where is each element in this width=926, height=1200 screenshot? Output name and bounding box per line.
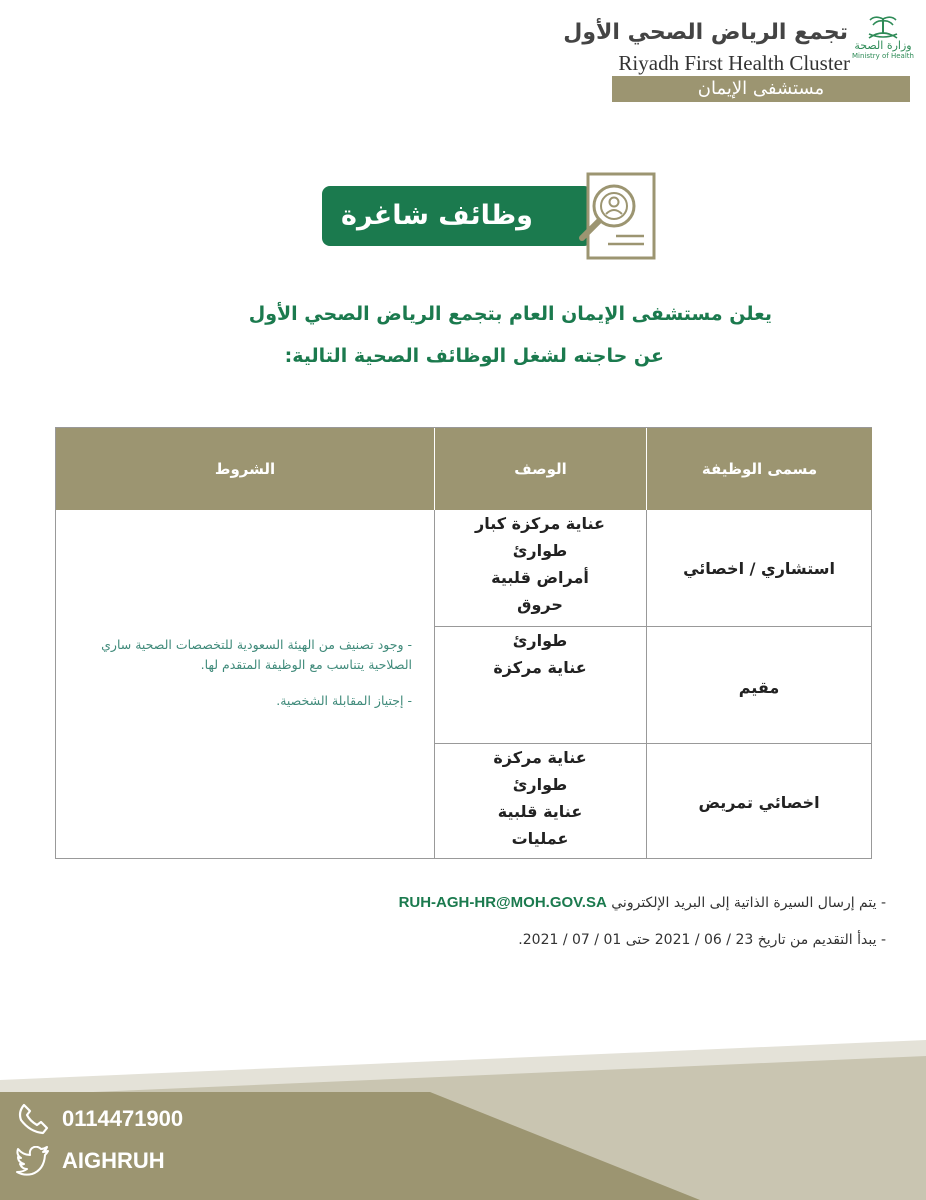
email-note [399, 894, 886, 911]
cluster-name-ar: تجمع الرياض الصحي الأول [563, 20, 848, 45]
hospital-name: مستشفى الإيمان [612, 76, 910, 102]
job-title: اخصائي تمريض [698, 792, 820, 812]
intro-line-2: عن حاجته لشغل الوظائف الصحية التالية: [284, 345, 664, 367]
header-logo [563, 14, 918, 102]
desc-item: عمليات [511, 829, 569, 848]
job-title: مقيم [738, 677, 780, 697]
job-description [434, 627, 646, 743]
ministry-name-ar: وزارة الصحة [854, 39, 912, 52]
email-note-text: - يتم إرسال السيرة الذاتية إلى البريد الإلكتروني [611, 895, 886, 911]
ministry-name-en: Ministry of Health [852, 52, 914, 60]
ministry-logo [852, 14, 914, 72]
phone-contact [16, 1102, 183, 1136]
resume-search-icon [568, 170, 660, 262]
job-description [434, 744, 646, 860]
header-description: الوصف [434, 428, 646, 510]
job-title: استشاري / اخصائي [683, 558, 835, 578]
twitter-contact [16, 1146, 165, 1176]
desc-item: عناية قلبية [497, 802, 583, 821]
vacancies-banner: وظائف شاغرة [322, 186, 592, 246]
job-description [434, 510, 646, 626]
table-row [646, 510, 872, 626]
dates-note: - يبدأ التقديم من تاريخ 23 / 06 / 2021 حتى 01 / 07 / 2021. [518, 932, 886, 948]
table-row [646, 627, 872, 743]
desc-item: عناية مركزة [493, 658, 587, 677]
desc-item: طوارئ [512, 775, 568, 794]
cluster-name-en: Riyadh First Health Cluster [618, 51, 850, 75]
palm-swords-icon [865, 14, 901, 40]
header-job-title: مسمى الوظيفة [646, 428, 872, 510]
condition-item: - وجود تصنيف من الهيئة السعودية للتخصصات الصحية ساري الصلاحية يتناسب مع الوظيفة المتقدم لها. [101, 637, 412, 672]
intro-line-1: يعلن مستشفى الإيمان العام بتجمع الرياض الصحي الأول [248, 303, 772, 325]
desc-item: أمراض قلبية [491, 568, 589, 587]
condition-item: - إجتياز المقابلة الشخصية. [276, 693, 412, 708]
phone-icon [16, 1102, 50, 1136]
desc-item: عناية مركزة [493, 748, 587, 767]
desc-item: طوارئ [512, 631, 568, 650]
header-conditions: الشروط [56, 428, 434, 510]
phone-number[interactable]: 0114471900 [62, 1106, 184, 1131]
desc-item: طوارئ [512, 541, 568, 560]
conditions-cell [56, 510, 434, 858]
desc-item: حروق [517, 595, 563, 614]
desc-item: عناية مركزة كبار [475, 514, 605, 533]
twitter-handle[interactable]: AIGHRUH [62, 1148, 165, 1173]
twitter-icon [16, 1146, 50, 1176]
email-link[interactable]: RUH-AGH-HR@MOH.GOV.SA [398, 894, 607, 911]
table-row [646, 744, 872, 860]
jobs-table [55, 427, 872, 859]
